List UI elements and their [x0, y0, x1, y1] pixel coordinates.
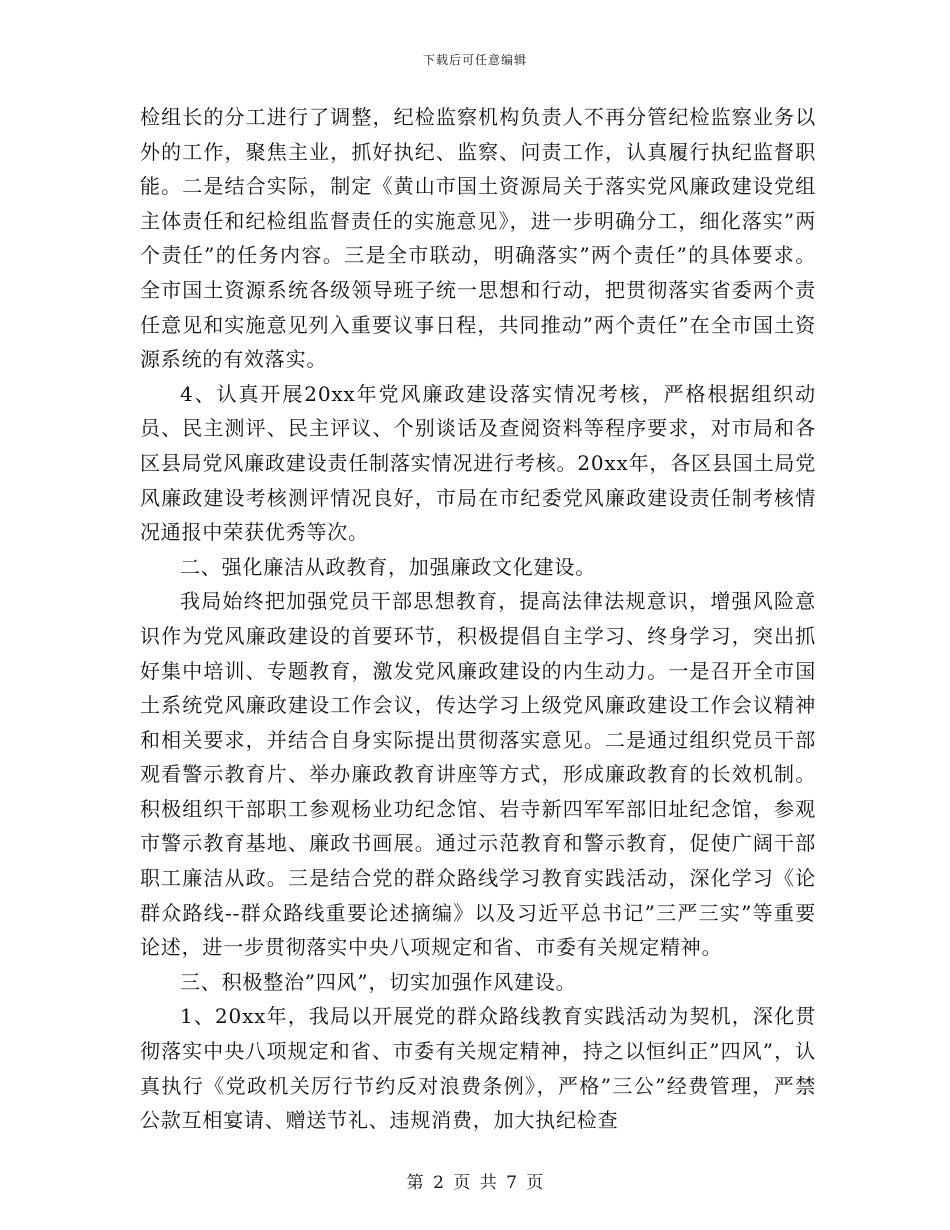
- section-heading-style: 三、积极整治”四风”，切实加强作风建设。: [180, 969, 577, 994]
- page-header-note: 下载后可任意编辑: [422, 53, 527, 67]
- paragraph-style: 1、20xx年，我局以开展党的群众路线教育实践活动为契机，深化贯彻落实中央八项规定和省、市委有关规定精神，持之以恒纠正”四风”，认真执行《党政机关厉行节约反对浪费条例》，严格”三公”经费管理，严禁公款互相宴请、赠送节礼、违规消费，加大执纪检查: [140, 1004, 816, 1133]
- paragraph-assessment: 4、认真开展20xx年党风廉政建设落实情况考核，严格根据组织动员、民主测评、民主评议、个别谈话及查阅资料等程序要求，对市局和各区县局党风廉政建设责任制落实情况进行考核。20xx年，各区县国土局党风廉政建设考核测评情况良好，市局在市纪委党风廉政建设责任制考核情况通报中荣获优秀等次。: [140, 381, 816, 545]
- document-body: [140, 100, 816, 1138]
- paragraph-education: 我局始终把加强党员干部思想教育，提高法律法规意识，增强风险意识作为党风廉政建设的首要环节，积极提倡自主学习、终身学习，突出抓好集中培训、专题教育，激发党风廉政建设的内生动力。一是召开全市国土系统党风廉政建设工作会议，传达学习上级党风廉政建设工作会议精神和相关要求，并结合自身实际提出贯彻落实意见。二是通过组织党员干部观看警示教育片、举办廉政教育讲座等方式，形成廉政教育的长效机制。积极组织干部职工参观杨业功纪念馆、岩寺新四军军部旧址纪念馆，参观市警示教育基地、廉政书画展。通过示范教育和警示教育，促使广阔干部职工廉洁从政。三是结合党的群众路线学习教育实践活动，深化学习《论群众路线--群众路线重要论述摘编》以及习近平总书记”三严三实”等重要论述，进一步贯彻落实中央八项规定和省、市委有关规定精神。: [140, 589, 816, 960]
- page-number: 第 2 页 共 7 页: [406, 1173, 544, 1193]
- paragraph-continuation: 检组长的分工进行了调整，纪检监察机构负责人不再分管纪检监察业务以外的工作，聚焦主业，抓好执纪、监察、问责工作，认真履行执纪监督职能。二是结合实际，制定《黄山市国土资源局关于落实党风廉政建设党组主体责任和纪检组监督责任的实施意见》，进一步明确分工，细化落实”两个责任”的任务内容。三是全市联动，明确落实”两个责任”的具体要求。全市国土资源系统各级领导班子统一思想和行动，把贯彻落实省委两个责任意见和实施意见列入重要议事日程，共同推动”两个责任”在全市国土资源系统的有效落实。: [140, 105, 816, 372]
- section-heading-education: 二、强化廉洁从政教育，加强廉政文化建设。: [180, 554, 596, 579]
